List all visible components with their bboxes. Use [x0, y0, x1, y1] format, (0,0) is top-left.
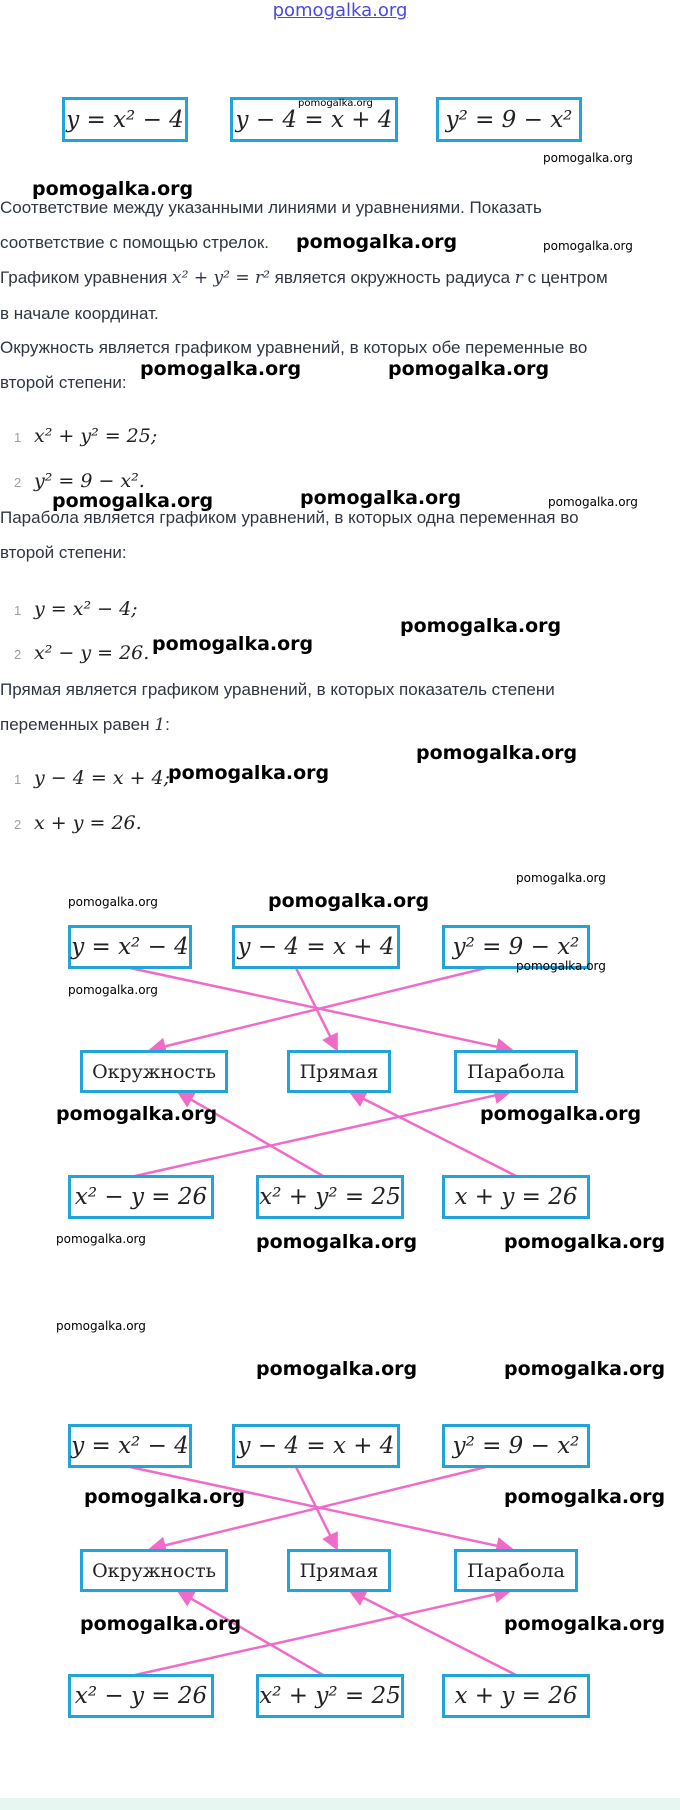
watermark: pomogalka.org — [416, 742, 578, 764]
watermark: pomogalka.org — [298, 98, 373, 109]
footer-bar — [0, 1798, 680, 1810]
watermark: pomogalka.org — [56, 1319, 146, 1333]
line-rule-line-2: переменных равен 1: — [0, 715, 170, 735]
diagram2-circle-box: Окружность — [80, 1549, 228, 1592]
watermark: pomogalka.org — [516, 871, 606, 885]
circle-rule-line-2: второй степени: — [0, 373, 127, 392]
matching-arrow — [150, 1467, 486, 1549]
diagram1-top-equation-2: y − 4 = x + 4 — [232, 925, 400, 969]
watermark: pomogalka.org — [548, 495, 638, 509]
diagram1-bottom-equation-1: x² − y = 26 — [68, 1175, 214, 1219]
watermark: pomogalka.org — [52, 490, 214, 512]
diagram2-top-equation-2: y − 4 = x + 4 — [232, 1424, 400, 1468]
intro-line-2: соответствие с помощью стрелок. — [0, 233, 270, 252]
diagram2-bottom-equation-3: x + y = 26 — [442, 1674, 590, 1718]
watermark: pomogalka.org — [268, 890, 430, 912]
parabola-rule-line-1: Парабола является графиком уравнений, в которых одна переменная во — [0, 508, 579, 527]
watermark: pomogalka.org — [480, 1103, 642, 1125]
diagram2-bottom-equation-1: x² − y = 26 — [68, 1674, 214, 1718]
watermark: pomogalka.org — [256, 1231, 418, 1253]
watermark: pomogalka.org — [256, 1358, 418, 1380]
watermark: pomogalka.org — [56, 1103, 218, 1125]
diagram1-top-equation-3: y² = 9 − x² — [442, 925, 590, 969]
watermark: pomogalka.org — [68, 983, 158, 997]
watermark: pomogalka.org — [504, 1231, 666, 1253]
diagram1-circle-box: Окружность — [80, 1050, 228, 1093]
watermark: pomogalka.org — [388, 358, 550, 380]
top-equation-2: y − 4 = x + 4 — [230, 97, 398, 142]
watermark: pomogalka.org — [504, 1486, 666, 1508]
list-item: 1 y = x² − 4; — [14, 598, 138, 620]
watermark: pomogalka.org — [68, 895, 158, 909]
circle-definition-line-1: Графиком уравнения x² + y² = r² является окружность радиуса r с центром — [0, 268, 608, 288]
list-item: 2 x + y = 26. — [14, 812, 142, 834]
list-item: 2 x² − y = 26. — [14, 642, 150, 664]
diagram1-line-box: Прямая — [287, 1050, 391, 1093]
list-item: 2 y² = 9 − x². — [14, 470, 145, 492]
watermark: pomogalka.org — [300, 487, 462, 509]
watermark: pomogalka.org — [543, 239, 633, 253]
watermark: pomogalka.org — [504, 1358, 666, 1380]
diagram2-line-box: Прямая — [287, 1549, 391, 1592]
diagram2-bottom-equation-2: x² + y² = 25 — [256, 1674, 404, 1718]
watermark: pomogalka.org — [140, 358, 302, 380]
diagram1-bottom-equation-2: x² + y² = 25 — [256, 1175, 404, 1219]
watermark: pomogalka.org — [400, 615, 562, 637]
watermark: pomogalka.org — [543, 151, 633, 165]
circle-equation-inline: x² + y² = r² — [172, 268, 270, 288]
parabola-rule-line-2: второй степени: — [0, 543, 127, 562]
watermark: pomogalka.org — [80, 1613, 242, 1635]
top-equation-1: y = x² − 4 — [62, 97, 188, 142]
diagram2-top-equation-1: y = x² − 4 — [68, 1424, 192, 1468]
watermark: pomogalka.org — [516, 959, 606, 973]
list-item: 1 y − 4 = x + 4; — [14, 767, 171, 789]
watermark: pomogalka.org — [296, 231, 458, 253]
site-title-link[interactable]: pomogalka.org — [272, 0, 408, 21]
list-item: 1 x² + y² = 25; — [14, 425, 158, 447]
circle-definition-line-2: в начале координат. — [0, 304, 159, 323]
matching-arrow — [350, 1591, 516, 1675]
watermark: pomogalka.org — [168, 762, 330, 784]
line-rule-line-1: Прямая является графиком уравнений, в которых показатель степени — [0, 680, 555, 699]
watermark: pomogalka.org — [84, 1486, 246, 1508]
diagram1-top-equation-1: y = x² − 4 — [68, 925, 192, 969]
diagram2-top-equation-3: y² = 9 − x² — [442, 1424, 590, 1468]
diagram1-bottom-equation-3: x + y = 26 — [442, 1175, 590, 1219]
watermark: pomogalka.org — [56, 1232, 146, 1246]
watermark: pomogalka.org — [152, 633, 314, 655]
circle-rule-line-1: Окружность является графиком уравнений, в которых обе переменные во — [0, 338, 588, 357]
top-equation-3: y² = 9 − x² — [436, 97, 582, 142]
watermark: pomogalka.org — [504, 1613, 666, 1635]
diagram2-parabola-box: Парабола — [454, 1549, 578, 1592]
intro-line-1: Соответствие между указанными линиями и уравнениями. Показать — [0, 198, 542, 217]
watermark: pomogalka.org — [32, 178, 194, 200]
diagram1-parabola-box: Парабола — [454, 1050, 578, 1093]
